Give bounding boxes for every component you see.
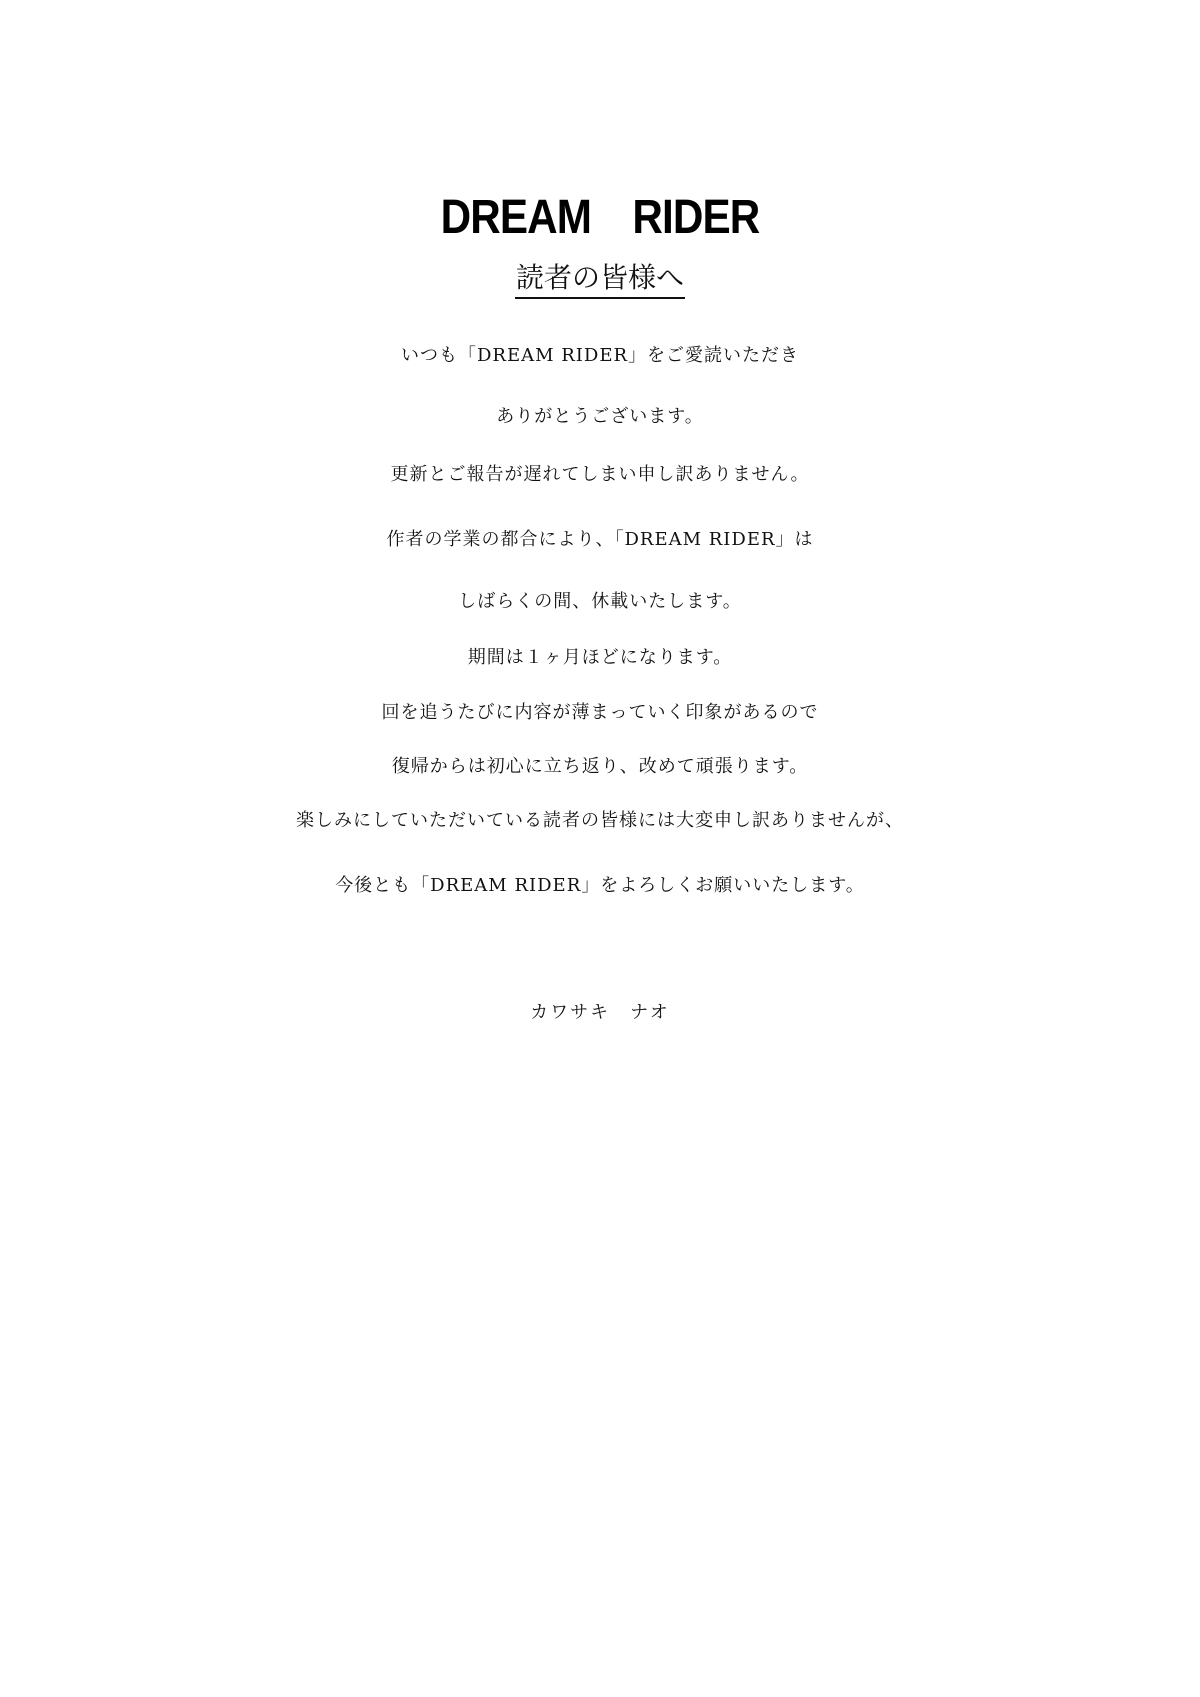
- document-subtitle-text: 読者の皆様へ: [515, 262, 685, 299]
- author-signature: カワサキ ナオ: [530, 1002, 670, 1023]
- body-line: 回を追うたびに内容が薄まっていく印象があるので: [381, 702, 819, 723]
- body-line: いつも「DREAM RIDER」をご愛読いただき: [400, 345, 800, 366]
- body-line: しばらくの間、休載いたします。: [458, 591, 742, 612]
- body-line: 作者の学業の都合により、「DREAM RIDER」は: [386, 529, 814, 550]
- body-line: ありがとうございます。: [496, 406, 704, 427]
- body-line: 今後とも「DREAM RIDER」をよろしくお願いいたします。: [335, 875, 865, 896]
- body-line: 期間は１ヶ月ほどになります。: [467, 647, 733, 668]
- body-line: 復帰からは初心に立ち返り、改めて頑張ります。: [391, 756, 809, 777]
- body-line: 更新とご報告が遅れてしまい申し訳ありません。: [390, 464, 810, 485]
- document-subtitle: [0, 261, 1200, 299]
- document-title: DREAM RIDER: [440, 191, 760, 244]
- body-line: 楽しみにしていただいている読者の皆様には大変申し訳ありませんが、: [296, 810, 904, 831]
